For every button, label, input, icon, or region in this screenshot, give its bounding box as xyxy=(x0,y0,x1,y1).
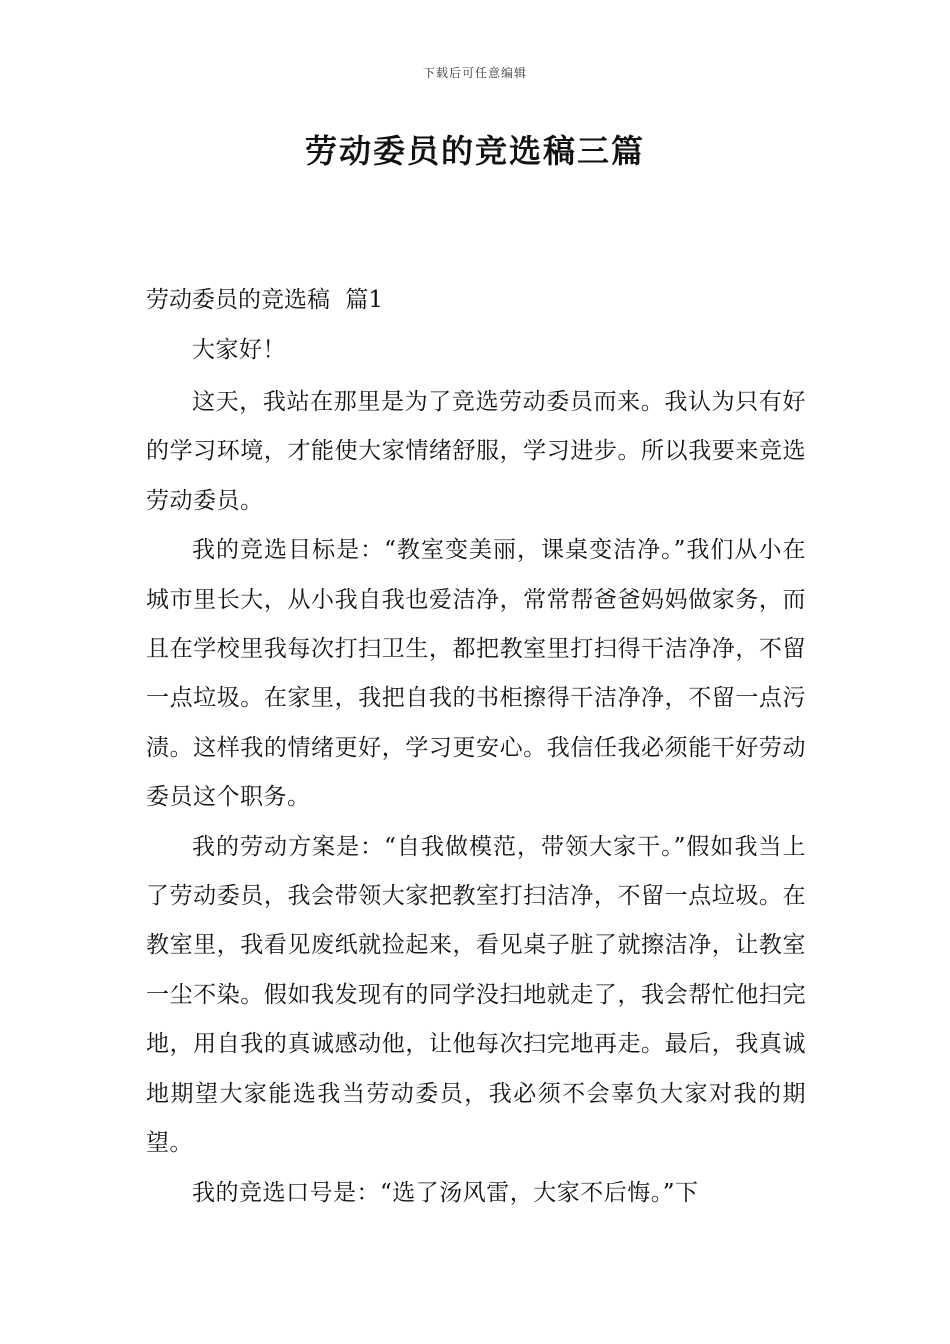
body-paragraph: 我的竞选目标是：“教室变美丽，课桌变洁净。”我们从小在城市里长大，从小我自我也爱洁净，常常帮爸爸妈妈做家务，而且在学校里我每次打扫卫生，都把教室里打扫得干洁净净，不留一点垃圾。在家里，我把自我的书柜擦得干洁净净，不留一点污渍。这样我的情绪更好，学习更安心。我信任我必须能干好劳动委员这个职务。 xyxy=(146,537,806,811)
header-note: 下载后可任意编辑 xyxy=(422,66,527,80)
document-title: 劳动委员的竞选稿三篇 xyxy=(304,132,645,170)
section-part-word: 篇 xyxy=(345,287,369,313)
section-part-label xyxy=(345,287,383,313)
body-paragraph: 我的竞选口号是：“选了汤风雷，大家不后悔。”下 xyxy=(192,1179,699,1206)
section-heading-text: 劳动委员的竞选稿 xyxy=(146,287,330,313)
body-paragraph: 我的劳动方案是：“自我做模范，带领大家干。”假如我当上了劳动委员，我会带领大家把教室打扫洁净，不留一点垃圾。在教室里，我看见废纸就捡起来，看见桌子脏了就擦洁净，让教室一尘不染。假如我发现有的同学没扫地就走了，我会帮忙他扫完地，用自我的真诚感动他，让他每次扫完地再走。最后，我真诚地期望大家能选我当劳动委员，我必须不会辜负大家对我的期望。 xyxy=(146,833,806,1157)
section-heading xyxy=(146,280,806,320)
greeting-paragraph: 大家好！ xyxy=(192,337,286,363)
section-part-number: 1 xyxy=(368,287,383,313)
document-body xyxy=(146,280,806,1218)
body-paragraph: 这天，我站在那里是为了竞选劳动委员而来。我认为只有好的学习环境，才能使大家情绪舒服，学习进步。所以我要来竞选劳动委员。 xyxy=(146,389,806,514)
